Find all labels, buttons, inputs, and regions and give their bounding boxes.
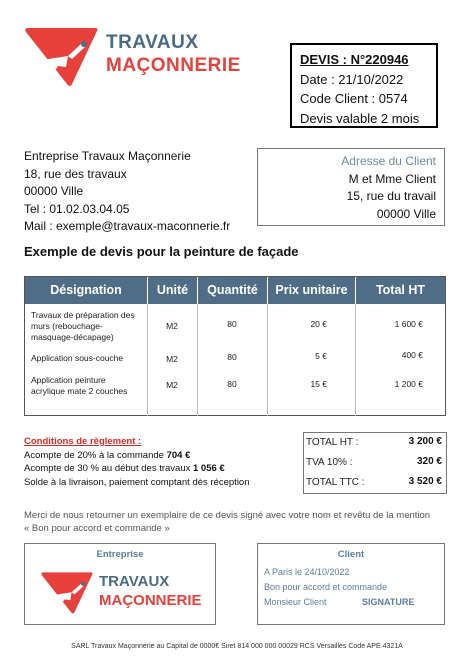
- company-tel: Tel : 01.02.03.04.05: [24, 201, 130, 216]
- company-logo-small: [37, 571, 207, 615]
- condition-amount: 704 €: [166, 449, 191, 461]
- total-ht-row: [304, 433, 446, 453]
- header-total-ht: Total HT: [355, 277, 445, 304]
- table-row-1-total: 1 600 €: [394, 319, 423, 329]
- total-value: 320 €: [416, 456, 442, 467]
- client-signature-box: [257, 543, 445, 625]
- devis-number: DEVIS : N°220946: [300, 52, 409, 67]
- header-quantite: Quantité: [197, 277, 267, 304]
- total-value: 3 520 €: [408, 476, 442, 487]
- total-label: TVA 10% :: [306, 457, 353, 468]
- sign-mention: Bon pour accord et commande: [264, 582, 388, 592]
- condition-line: [24, 462, 250, 476]
- logo-text-maconnerie: MAÇONNERIE: [106, 55, 241, 76]
- condition-text: Acompte de 30 % au début des travaux: [24, 463, 193, 474]
- designation-line: acrylique mate 2 couches: [31, 386, 128, 396]
- table-row-1-unit: M2: [166, 321, 178, 331]
- company-mail: Mail : exemple@travaux-maconnerie.fr: [24, 219, 231, 233]
- designation-line: Application sous-couche: [31, 353, 124, 363]
- client-address-title: Adresse du Client: [341, 154, 436, 168]
- condition-text: Acompte de 20% à la commande: [24, 449, 167, 461]
- table-row-2-qty: 80: [227, 352, 237, 362]
- table-row-3-total: 1 200 €: [394, 379, 423, 389]
- signature-label: SIGNATURE: [362, 597, 415, 607]
- total-label: TOTAL HT :: [306, 437, 359, 448]
- devis-validity: Devis valable 2 mois: [300, 110, 420, 126]
- company-city: 00000 Ville: [24, 184, 84, 198]
- client-city: 00000 Ville: [376, 206, 436, 221]
- designation-line: Travaux de préparation des: [31, 310, 135, 320]
- legal-footer: SARL Travaux Maçonnerie au Capital de 0000€ Siret 814 000 000 00029 RCS Versailles Code APE 4321A: [71, 643, 403, 650]
- client-code: Code Client : 0574: [300, 91, 408, 106]
- condition-line: Solde à la livraison, paiement comptant dès réception: [24, 476, 250, 488]
- logo-text-maconnerie: MAÇONNERIE: [99, 592, 202, 609]
- table-row-2-designation: [31, 353, 123, 364]
- signature-instructions: [24, 509, 430, 535]
- table-row-2-price: 5 €: [315, 351, 327, 361]
- table-row-1-designation: [31, 310, 135, 343]
- payment-conditions: [24, 435, 250, 489]
- designation-line: masquage-décapage): [31, 332, 114, 342]
- client-name: M et Mme Client: [348, 171, 436, 186]
- logo-text-travaux: TRAVAUX: [99, 573, 170, 590]
- devis-date: Date : 21/10/2022: [300, 71, 404, 87]
- client-box-title: Client: [337, 549, 365, 560]
- trowel-icon: [37, 571, 95, 615]
- total-label: TOTAL TTC :: [306, 477, 365, 488]
- entreprise-box-title: Entreprise: [96, 549, 144, 560]
- table-row-3-qty: 80: [227, 379, 237, 389]
- table-row-2-total: 400 €: [401, 350, 423, 360]
- client-address-box: [257, 148, 445, 226]
- devis-info-box: [290, 43, 438, 128]
- table-row-1-price: 20 €: [310, 319, 327, 329]
- table-row-2-unit: M2: [166, 354, 178, 364]
- condition-amount: 1 056 €: [193, 463, 225, 474]
- devis-heading: Exemple de devis pour la peinture de façade: [24, 244, 299, 259]
- company-address: [24, 148, 230, 236]
- instruction-line: « Bon pour accord et commande »: [24, 523, 170, 534]
- table-row-1-qty: 80: [227, 319, 237, 329]
- totals-box: [303, 432, 447, 494]
- sign-name: Monsieur Client: [264, 597, 327, 607]
- instruction-line: Merci de nous retourner un exemplaire de ce devis signé avec votre nom et revêtu de la mention: [24, 510, 431, 521]
- company-name: Entreprise Travaux Maçonnerie: [24, 149, 191, 163]
- table-row-3-unit: M2: [166, 380, 178, 390]
- header-designation: Désignation: [50, 283, 122, 297]
- company-logo: [20, 26, 240, 88]
- designation-line: Application peinture: [31, 375, 106, 385]
- header-prix-unitaire: Prix unitaire: [267, 277, 355, 304]
- designation-line: murs (rebouchage-: [31, 321, 103, 331]
- condition-line: [24, 449, 250, 463]
- table-header: [25, 277, 445, 304]
- company-street: 18, rue des travaux: [24, 166, 127, 181]
- sign-place-date: A Paris le 24/10/2022: [264, 567, 350, 577]
- table-row-3-price: 15 €: [310, 379, 327, 389]
- table-row-3-designation: [31, 375, 127, 397]
- devis-table: [24, 276, 446, 416]
- trowel-icon: [20, 26, 100, 88]
- conditions-title: Conditions de règlement :: [24, 436, 142, 447]
- total-value: 3 200 €: [408, 436, 442, 447]
- total-ttc-row: [304, 473, 446, 493]
- tva-row: [304, 453, 446, 473]
- entreprise-signature-box: [24, 543, 216, 625]
- logo-text-travaux: TRAVAUX: [106, 32, 199, 53]
- client-street: 15, rue du travail: [346, 189, 436, 203]
- header-unite: Unité: [147, 277, 197, 304]
